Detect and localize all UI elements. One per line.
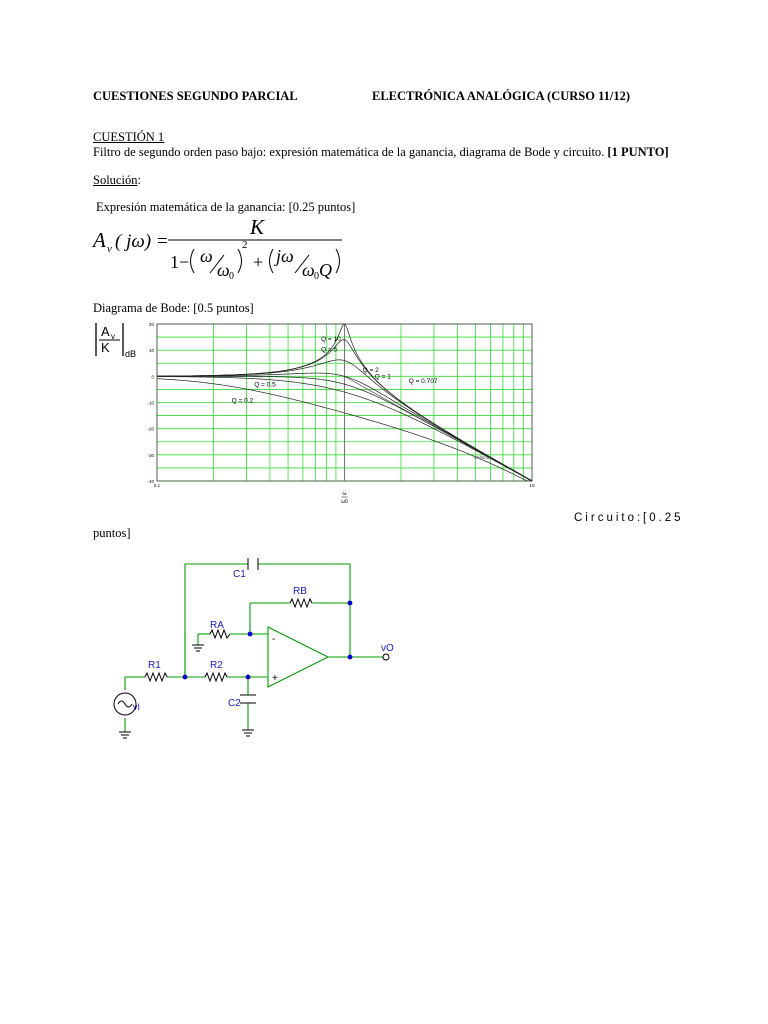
gain-formula <box>90 215 390 285</box>
series-label: Q = 5 <box>321 346 338 354</box>
asymptote-label: -40dB/dec <box>472 454 493 460</box>
x-tick-label: 10 <box>529 483 535 488</box>
x-tick-label: 0.1 <box>153 483 161 488</box>
label-C2: C2 <box>228 698 241 709</box>
formula-numerator: K <box>250 215 265 239</box>
formula-omega0: ω <box>217 260 230 280</box>
header-right: ELECTRÓNICA ANALÓGICA (CURSO 11/12) <box>372 89 631 103</box>
circuit-components <box>114 558 389 738</box>
series-label: Q = 2 <box>362 366 379 374</box>
formula-paren-r1 <box>238 249 242 273</box>
question-title: CUESTIÓN 1 <box>93 130 165 144</box>
ylabel-A: A <box>101 324 110 339</box>
circuit-labels <box>133 569 394 712</box>
y-tick-label: -10 <box>147 400 154 406</box>
formula-paren-l1 <box>191 249 195 273</box>
opamp-minus: - <box>272 634 276 645</box>
label-vO: vO <box>381 643 394 654</box>
formula-exp2: 2 <box>242 239 248 251</box>
ylabel-v: v <box>111 332 115 341</box>
question-text <box>93 145 669 160</box>
circuit-label-c: puntos] <box>93 526 131 540</box>
y-tick-label: 0 <box>151 374 154 380</box>
solution-label: Solución <box>93 173 138 187</box>
formula-sub0-a: 0 <box>229 271 234 282</box>
label-RA: RA <box>210 620 224 631</box>
header-left: CUESTIONES SEGUNDO PARCIAL <box>93 89 298 103</box>
question-body: Filtro de segundo orden paso bajo: expresión matemática de la ganancia, diagrama de Bode y circuito. <box>93 145 605 159</box>
formula-jomega: jω <box>276 246 294 266</box>
formula-omega0Q: ω <box>302 260 315 280</box>
formula-paren-r2 <box>336 249 340 273</box>
series-label: Q = 0.707 <box>408 377 438 385</box>
op-amp <box>268 627 328 687</box>
label-R1: R1 <box>148 660 161 671</box>
series-label: Q = 0.5 <box>254 381 276 389</box>
ylabel-dB: dB <box>125 349 137 359</box>
formula-paren-l2 <box>270 249 274 273</box>
circuit-wires <box>125 564 383 732</box>
x-center-label-bottom: ω0 <box>341 499 348 505</box>
formula-A: A <box>93 228 106 252</box>
solution-colon: : <box>137 173 141 187</box>
question-points: [1 PUNTO] <box>607 145 669 159</box>
circuit-schematic <box>100 550 420 750</box>
formula-A-sub: v <box>107 243 112 255</box>
bode-label: Diagrama de Bode: [0.5 puntos] <box>93 301 254 315</box>
formula-sub0-b: 0 <box>314 271 319 282</box>
series-label: Q = 10 <box>321 336 341 344</box>
expression-label: Expresión matemática de la ganancia: [0.25 puntos] <box>96 200 356 214</box>
series-label: Q = 0.2 <box>231 397 254 405</box>
formula-one-minus: 1− <box>170 252 190 272</box>
opamp-plus: + <box>272 673 278 684</box>
y-tick-label: -20 <box>147 426 154 432</box>
y-tick-label: 20 <box>148 322 154 327</box>
label-R2: R2 <box>210 660 223 671</box>
circuit-label-a: Circuito: <box>574 512 644 524</box>
label-C1: C1 <box>233 569 246 580</box>
x-center-label-top: ω <box>342 491 347 497</box>
label-RB: RB <box>293 586 307 597</box>
label-vI: vI <box>133 702 141 712</box>
y-tick-label: 10 <box>148 348 154 354</box>
formula-omega: ω <box>200 246 213 266</box>
bode-chart <box>140 318 540 508</box>
formula-plus: + <box>253 252 264 272</box>
series-label: Q = 1 <box>374 373 391 381</box>
y-tick-label: -30 <box>147 452 154 458</box>
solution-heading <box>93 173 141 188</box>
circuit-label-b: [0.25 <box>643 512 684 524</box>
y-tick-label: -40 <box>147 479 154 484</box>
ylabel-K: K <box>101 340 110 355</box>
formula-arg: ( jω) = <box>115 231 169 252</box>
formula-Q: Q <box>319 260 332 280</box>
